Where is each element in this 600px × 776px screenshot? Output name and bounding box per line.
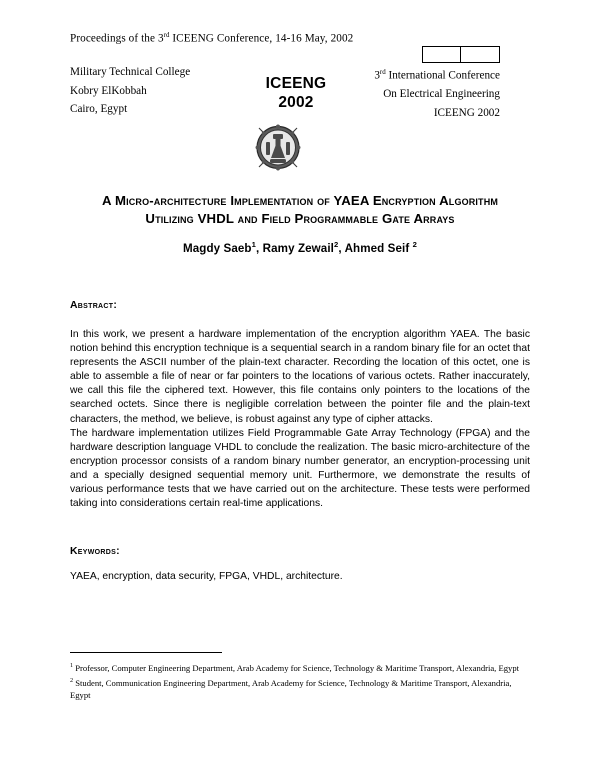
footnote-area (70, 660, 532, 702)
author-1-name: Magdy Saeb (182, 241, 252, 255)
footnote-1-text: Professor, Computer Engineering Department, Arab Academy for Science, Technology & Maritime Transport, Alexandria, Egypt (73, 662, 520, 673)
proceedings-prefix: Proceedings of the 3 (70, 32, 164, 45)
conference-acronym: ICEENG (265, 75, 327, 92)
masthead-institution: Military Technical College (70, 66, 191, 78)
masthead (70, 63, 500, 119)
conference-edition-number: 3 (374, 69, 380, 82)
proceedings-ordinal-suffix: rd (163, 31, 170, 39)
masthead-left-column (70, 63, 250, 119)
paper-title-line-1: A Micro-architecture Implementation of YAEA Encryption Algorithm (101, 193, 498, 208)
author-3-name: Ahmed Seif (344, 241, 413, 255)
masthead-city: Cairo, Egypt (70, 103, 128, 116)
author-3-affiliation-mark: 2 (412, 240, 418, 249)
conference-topic: On Electrical Engineering (383, 88, 500, 101)
conference-edition-line (310, 63, 500, 85)
abstract-paragraph-2: The hardware implementation utilizes Field Programmable Gate Array Technology (FPGA) and the hardware description language VHDL to conclude the realization. The basic micro-architecture of the encryption processor consists of a random binary number generator, an encryption-processing unit and a specially designed sequential memory unit. Furthermore, we demonstrate the results of various performance tests that we have carried out on the architecture. These tests were performed taking into considerations certain real-time applications. (70, 427, 530, 510)
header-box-cell-left (422, 46, 461, 63)
author-1-affiliation-mark: 1 (251, 240, 256, 249)
keywords-list: YAEA, encryption, data security, FPGA, VHDL, architecture. (70, 571, 343, 582)
masthead-right-column (310, 63, 500, 123)
footnote-1-mark: 1 (70, 662, 74, 669)
conference-edition-ordinal: rd (379, 68, 386, 76)
paper-title-line-2: Utilizing VHDL and Field Programmable Gate Arrays (145, 210, 455, 226)
header-empty-box (422, 46, 500, 63)
author-2-name: Ramy Zewail (262, 241, 334, 255)
conference-year: 2002 (278, 94, 314, 111)
footnote-2 (70, 675, 532, 701)
abstract-heading: Abstract: (70, 300, 118, 311)
footnote-2-mark: 2 (70, 677, 74, 685)
footnote-1 (70, 660, 532, 675)
proceedings-line (70, 31, 353, 45)
military-technical-college-crest-icon (253, 122, 303, 176)
keywords-heading: Keywords: (70, 546, 120, 557)
author-separator-1: , (255, 241, 263, 255)
author-list (60, 240, 540, 255)
author-separator-2: , (338, 241, 345, 255)
paper-title (60, 192, 540, 227)
abstract-paragraph-1: In this work, we present a hardware implementation of the encryption algorithm YAEA. The basic notion behind this encryption technique is a sequential search in a random binary file for an octet that represents the ASCII number of the plain-text character. Recording the location of this octet, one is able to assemble a file of near or far pointers to the locations of various octets. Rather inaccurately, we call this file the ciphered text. However, this file contains only pointers to the locations of the searched octets. Since there is negligible correlation between the pointer file and the plain-text characters, the method, we believe, is robust against any type of cipher attacks. (70, 329, 530, 425)
proceedings-suffix: ICEENG Conference, 14-16 May, 2002 (169, 32, 354, 45)
abstract-body (70, 328, 530, 511)
conference-name-year: ICEENG 2002 (433, 106, 500, 119)
conference-edition-text: International Conference (385, 69, 500, 82)
author-2-affiliation-mark: 2 (333, 240, 339, 249)
footnote-2-text: Student, Communication Engineering Department, Arab Academy for Science, Technology & Maritime Transport, Alexandria, Egypt (70, 678, 512, 700)
header-box-cell-right (461, 46, 500, 63)
footnote-separator-rule (70, 652, 222, 653)
masthead-address-line: Kobry ElKobbah (70, 84, 147, 97)
